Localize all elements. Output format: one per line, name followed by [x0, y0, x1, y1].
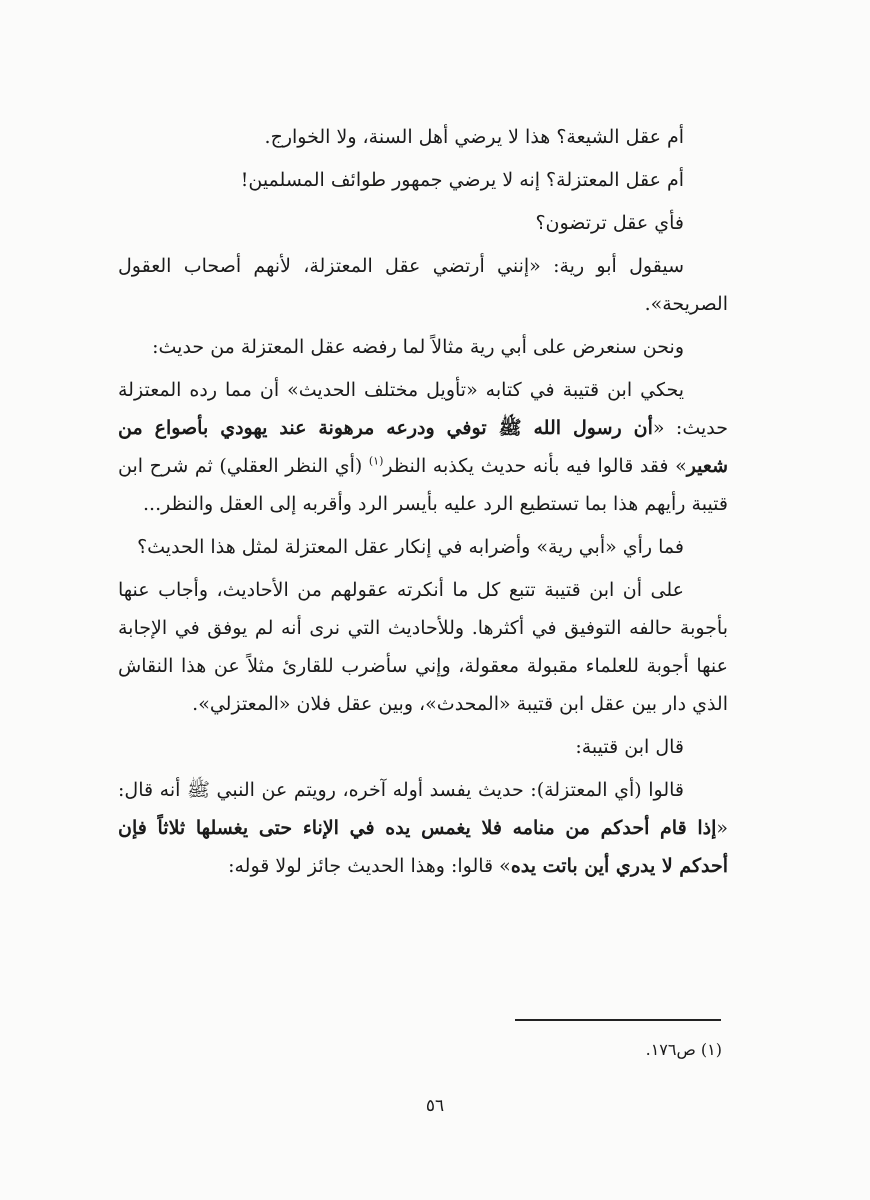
hadith-quote: أن رسول الله ﷺ توفي ودرعه مرهونة عند يهودي بأصواع من شعير: [118, 417, 729, 477]
text-segment: أم عقل الشيعة؟ هذا لا يرضي أهل السنة، ولا الخوارج.: [264, 126, 684, 148]
footnote-divider: [515, 1019, 721, 1021]
text-segment: قالوا (أي المعتزلة): حديث يفسد أوله آخره، رويتم عن النبي ﷺ أنه قال: «: [118, 779, 728, 839]
paragraph: [118, 247, 728, 323]
paragraph: [118, 118, 728, 156]
page-number: ٥٦: [425, 1096, 445, 1116]
text-segment: سيقول أبو رية: «إنني أرتضي عقل المعتزلة، لأنهم أصحاب العقول الصريحة».: [118, 255, 728, 315]
paragraph: [118, 328, 728, 366]
paragraph: [118, 771, 728, 885]
text-segment: (أي النظر العقلي) ثم شرح ابن قتيبة رأيهم هذا بما تستطيع الرد عليه بأيسر الرد وأقربه إلى العقل والنظر...: [118, 455, 728, 515]
text-segment: ونحن سنعرض على أبي رية مثالاً لما رفضه عقل المعتزلة من حديث:: [152, 336, 684, 358]
text-segment: » قالوا: وهذا الحديث جائز لولا قوله:: [228, 855, 511, 877]
paragraph: [118, 371, 728, 523]
text-segment: فأي عقل ترتضون؟: [535, 212, 684, 234]
text-segment: » فقد قالوا فيه بأنه حديث يكذبه النظر: [383, 455, 687, 477]
paragraph: [118, 161, 728, 199]
hadith-quote: إذا قام أحدكم من منامه فلا يغمس يده في الإناء حتى يغسلها ثلاثاً فإن أحدكم لا يدري أين باتت يده: [118, 817, 728, 877]
paragraph: [118, 204, 728, 242]
text-segment: على أن ابن قتيبة تتبع كل ما أنكرته عقولهم من الأحاديث، وأجاب عنها بأجوبة حالفه التوفيق في أكثرها. وللأحاديث التي نرى أنه لم يوفق في الإجابة عنها أجوبة للعلماء مقبولة معقولة، وإني سأضرب للقارئ مثلاً عن هذا النقاش الذي دار بين عقل ابن قتيبة «المحدث»، وبين عقل فلان «المعتزلي».: [118, 579, 728, 715]
text-segment: يحكي ابن قتيبة في كتابه «تأويل مختلف الحديث» أن مما رده المعتزلة حديث: «: [118, 379, 728, 439]
page-body: [118, 118, 728, 890]
paragraph: [118, 571, 728, 723]
text-segment: أم عقل المعتزلة؟ إنه لا يرضي جمهور طوائف المسلمين!: [240, 169, 684, 191]
text-segment: فما رأي «أبي رية» وأضرابه في إنكار عقل المعتزلة لمثل هذا الحديث؟: [137, 536, 684, 558]
text-segment: قال ابن قتيبة:: [575, 736, 684, 758]
paragraph: [118, 528, 728, 566]
footnote: (١) ص١٧٦.: [645, 1040, 722, 1059]
footnote-reference: (١): [368, 454, 384, 468]
paragraph: [118, 728, 728, 766]
